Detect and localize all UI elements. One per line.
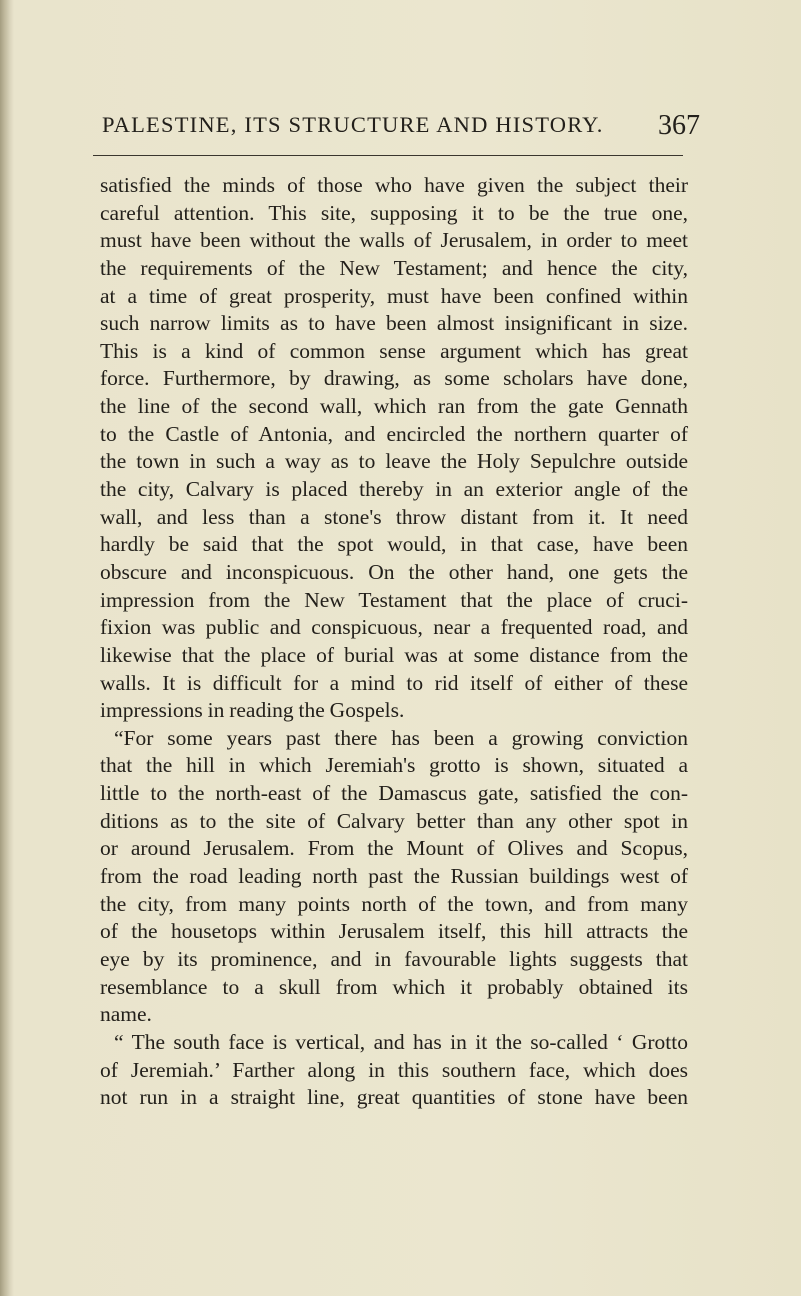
text-line: careful attention. This site, supposing it to be the true one, [100, 200, 688, 225]
text-line: This is a kind of common sense argument which has great [100, 338, 688, 363]
text-line: little to the north-east of the Damascus gate, satisfied the con- [100, 781, 688, 806]
running-head [0, 112, 801, 146]
text-line: such narrow limits as to have been almost insignificant in size. [100, 311, 688, 336]
text-line: or around Jerusalem. From the Mount of Olives and Scopus, [100, 836, 688, 861]
text-line: impressions in reading the Gospels. [100, 698, 405, 723]
text-line: fixion was public and conspicuous, near a frequented road, and [100, 615, 688, 640]
text-line: wall, and less than a stone's throw distant from it. It need [100, 504, 688, 529]
running-head-title: PALESTINE, ITS STRUCTURE AND HISTORY. [102, 112, 604, 137]
text-line: obscure and inconspicuous. On the other hand, one gets the [100, 559, 688, 584]
text-line: not run in a straight line, great quantities of stone have been [100, 1085, 688, 1110]
text-line: force. Furthermore, by drawing, as some scholars have done, [100, 366, 688, 391]
text-line: satisfied the minds of those who have given the subject their [100, 173, 688, 197]
text-line: to the Castle of Antonia, and encircled the northern quarter of [100, 421, 688, 446]
text-line: of Jeremiah.’ Farther along in this southern face, which does [100, 1057, 688, 1082]
text-line: name. [100, 1002, 152, 1027]
text-line: at a time of great prosperity, must have been confined within [100, 283, 688, 308]
text-line: “ The south face is vertical, and has in it the so-called ‘ Grotto [114, 1029, 688, 1054]
body-text [100, 172, 688, 1112]
text-line: likewise that the place of burial was at some distance from the [100, 642, 688, 667]
text-line: the city, from many points north of the town, and from many [100, 891, 688, 916]
text-line: from the road leading north past the Russian buildings west of [100, 864, 688, 889]
text-line: the line of the second wall, which ran from the gate Gennath [100, 394, 688, 419]
text-line: resemblance to a skull from which it probably obtained its [100, 974, 688, 999]
text-line: eye by its prominence, and in favourable lights suggests that [100, 946, 688, 971]
text-line: the city, Calvary is placed thereby in an exterior angle of the [100, 477, 688, 502]
binding-gutter-shadow [0, 0, 14, 1296]
text-line: hardly be said that the spot would, in that case, have been [100, 532, 688, 557]
header-rule [93, 155, 683, 156]
text-line: of the housetops within Jerusalem itself, this hill attracts the [100, 919, 688, 944]
text-line: the town in such a way as to leave the Holy Sepulchre outside [100, 449, 688, 474]
text-line: walls. It is difficult for a mind to rid itself of either of these [100, 670, 688, 695]
text-line: the requirements of the New Testament; and hence the city, [100, 255, 688, 280]
page-number: 367 [658, 110, 700, 141]
text-line: that the hill in which Jeremiah's grotto is shown, situated a [100, 753, 688, 778]
text-line: ditions as to the site of Calvary better than any other spot in [100, 808, 688, 833]
text-line: “For some years past there has been a growing conviction [114, 725, 688, 750]
text-line: impression from the New Testament that the place of cruci- [100, 587, 688, 612]
text-line: must have been without the walls of Jerusalem, in order to meet [100, 228, 688, 253]
